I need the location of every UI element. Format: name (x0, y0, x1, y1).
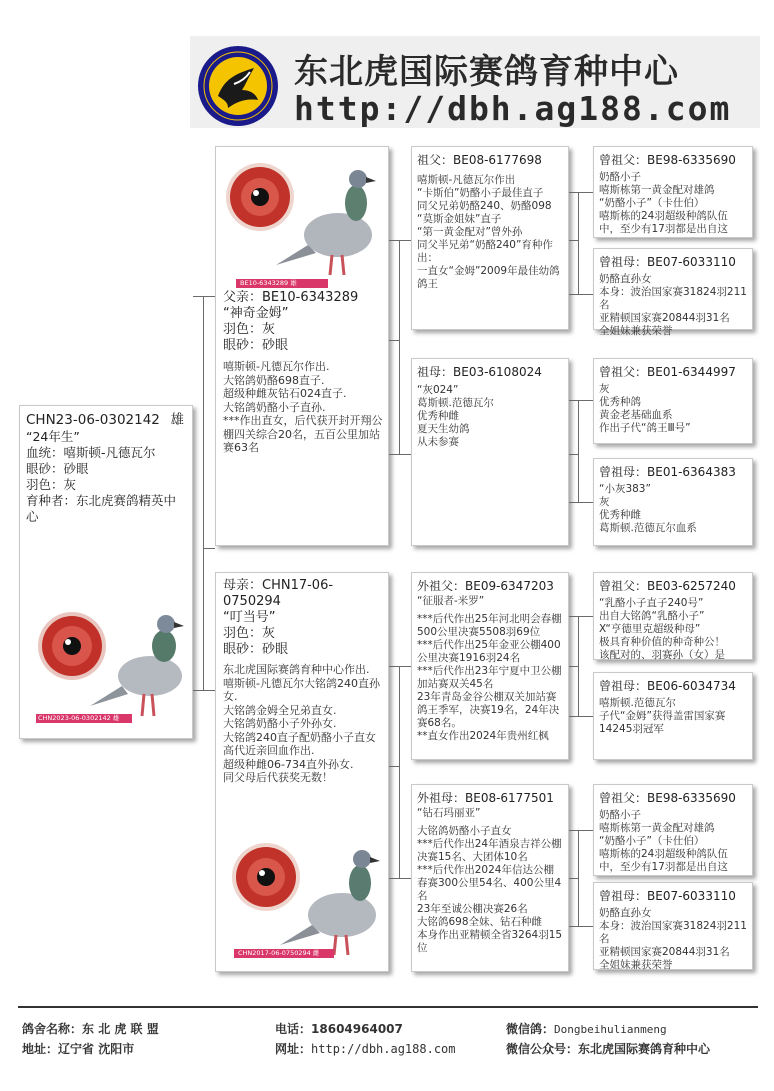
ggp-4-note-3: 极具育种价值的种奇种公！ (599, 636, 725, 648)
gd2-note-0: “钻石玛丽亚” (417, 807, 481, 819)
ggp-0-note-1: 嘻斯栋第一黄金配对雄鸽 (599, 184, 715, 196)
gs1-note-3: “莫斯金姐妹”直子 (417, 213, 502, 225)
ggp-4-note-1: 出自大铭鸽“乳酪小子” (599, 610, 705, 622)
ggp-3-note-3: 葛斯顿.范德瓦尔血系 (599, 522, 697, 534)
dam-color: 羽色：灰 (223, 626, 276, 641)
ggp-0-note-2: “奶酪小子”（卡仕伯） (599, 197, 705, 209)
gd2-note-5: 大铭鸽698全妹、钻石种雌 (417, 916, 543, 928)
footer-wechat (506, 1020, 667, 1037)
connector (203, 548, 215, 549)
grandsire-maternal-card (411, 572, 569, 760)
ggp-7-note-2: 亚精顿国家赛20844羽31名 (599, 946, 730, 958)
connector (569, 400, 593, 401)
footer-address-label: 地址： (22, 1042, 59, 1056)
ggp-3-note-1: 灰 (599, 496, 610, 508)
ggp-2-title: 曾祖父：BE01-6344997 (599, 365, 736, 379)
footer-wechat-public-value: 东北虎国际赛鸽育种中心 (578, 1042, 711, 1056)
ggp-3-note-2: 优秀种雌 (599, 509, 641, 521)
connector (569, 716, 593, 717)
dam-note-6: 同父母后代获奖无数！ (223, 771, 333, 784)
footer-loft (22, 1020, 159, 1037)
connector (569, 192, 593, 193)
connector (569, 878, 579, 879)
subject-line-1: 眼砂：砂眼 (26, 461, 89, 476)
sire-card (215, 146, 389, 546)
ggp-1-note-1: 本身：波治国家赛31824羽211名 (599, 286, 747, 311)
gd2-note-2: ***后代作出24年酒泉吉祥公棚决赛15名、大团体10名 (417, 838, 562, 863)
dam-note-5: 超级种雌06-734直外孙女. (223, 757, 354, 771)
subject-year: “24年生” (26, 429, 80, 444)
ggp-card-1 (593, 248, 753, 337)
ggp-2-note-1: 优秀种鸽 (599, 396, 641, 408)
dam-note-2: 大铭鸽金姆全兄弟直女. (223, 703, 337, 717)
gs2-note-5: **直女作出2024年贵州红枫 (417, 730, 549, 742)
gd1-note-4: 从未参赛 (417, 436, 459, 448)
gd2-note-6: 本身作出亚精顿全省3264羽15位 (417, 929, 563, 954)
gs1-note-6: 一直女“金姆”2009年最佳幼鸽鸽王 (417, 265, 560, 290)
gs1-note-4: “第一黄金配对”曾外孙 (417, 226, 523, 238)
gd2-note-1: 大铭鸽奶酪小子直女 (417, 825, 512, 837)
gs1-title: 祖父：BE08-6177698 (417, 153, 542, 167)
ggp-7-title: 曾祖母：BE07-6033110 (599, 889, 736, 903)
sire-eye: 眼砂：砂眼 (223, 338, 289, 353)
ggp-7-note-3: 全姐妹兼获荣誉 (599, 959, 673, 971)
subject-line-0: 血统：嘻斯顿-凡德瓦尔 (26, 445, 156, 460)
footer-wechat-public-label: 微信公众号： (506, 1042, 579, 1056)
ggp-card-0 (593, 146, 753, 238)
connector (193, 690, 215, 691)
dam-note-1: 嘻斯顿-凡德瓦尔大铭鸽240直孙女. (223, 676, 380, 703)
ggp-6-note-3: 嘻斯栋的24羽超级种鸽队伍中，至少有17羽都是出自这 (599, 848, 728, 873)
connector (389, 240, 411, 241)
connector (569, 502, 593, 503)
ggp-card-7 (593, 882, 753, 970)
ggp-6-note-2: “奶酪小子”（卡仕伯） (599, 835, 705, 847)
ggp-4-note-0: “乳酪小子直子240号” (599, 597, 704, 609)
gs1-note-2: 同父兄弟奶酪240、奶酪098 (417, 200, 552, 212)
subject-sex: 雄 (170, 412, 184, 428)
footer-phone-value: 18604964007 (311, 1022, 403, 1036)
footer-loft-value: 东 北 虎 联 盟 (82, 1022, 159, 1036)
sire-note-1: 大铭鸽奶酪698直子. (223, 373, 325, 387)
gs2-note-1: ***后代作出25年河北明会春棚500公里决赛5508羽69位 (417, 613, 562, 638)
ggp-1-note-0: 奶酪直孙女 (599, 273, 652, 285)
connector (569, 454, 579, 455)
ggp-5-note-0: 嘻斯顿.范德瓦尔 (599, 697, 676, 709)
footer-website[interactable] (275, 1040, 456, 1057)
gd2-title: 外祖母：BE08-6177501 (417, 791, 554, 805)
sire-photo (226, 155, 382, 289)
subject-card (19, 405, 193, 739)
sire-photo-caption: BE10-6343289 雄 (240, 279, 297, 287)
ggp-4-title: 曾祖父：BE03-6257240 (599, 579, 736, 593)
ggp-card-5 (593, 672, 753, 760)
ggp-3-title: 曾祖母：BE01-6364383 (599, 465, 736, 479)
sire-notes (223, 360, 383, 455)
header-url: http://dbh.ag188.com (294, 89, 732, 128)
ggp-0-note-3: 嘻斯栋的24羽超级种鸽队伍中，至少有17羽都是出自这 (599, 210, 728, 235)
granddam-paternal-card (411, 358, 569, 546)
gd2-note-4: 23年至诚公棚决赛26名 (417, 903, 528, 915)
header-title: 东北虎国际赛鸽育种中心 (294, 52, 679, 92)
footer-phone-label: 电话： (275, 1022, 312, 1036)
gs1-note-0: 嘻斯顿-凡德瓦尔作出 (417, 174, 516, 186)
dam-name: “叮当号” (223, 610, 276, 625)
subject-line-2: 羽色：灰 (26, 477, 77, 492)
dam-title: 母亲：CHN17-06-0750294 (223, 578, 334, 609)
subject-ring: CHN23-06-0302142 (26, 412, 160, 428)
connector (389, 878, 411, 879)
ggp-2-note-3: 作出子代“鸽王Ⅲ号” (599, 422, 691, 434)
gd1-note-3: 夏天生幼鸽 (417, 423, 470, 435)
dam-notes (223, 663, 383, 785)
gd1-note-1: 葛斯顿.范德瓦尔 (417, 397, 494, 409)
gs2-title: 外祖父：BE09-6347203 (417, 579, 554, 593)
ggp-1-title: 曾祖母：BE07-6033110 (599, 255, 736, 269)
sire-title: 父亲：BE10-6343289 (223, 290, 359, 305)
pigeon-photo-icon (226, 155, 382, 289)
ggp-card-6 (593, 784, 753, 876)
ggp-6-title: 曾祖父：BE98-6335690 (599, 791, 736, 805)
gs1-note-5: 同父半兄弟“奶酪240”育种作出： (417, 239, 553, 264)
ggp-1-note-2: 亚精顿国家赛20844羽31名 (599, 312, 730, 324)
connector (399, 666, 400, 878)
connector (578, 192, 579, 294)
connector (569, 616, 593, 617)
ggp-0-title: 曾祖父：BE98-6335690 (599, 153, 736, 167)
ggp-4-note-2: X“亨德里克超级种母” (599, 623, 701, 635)
sire-name: “神奇金姆” (223, 306, 289, 321)
ggp-card-4 (593, 572, 753, 660)
sire-note-2: 超级种雌灰钻石024直子. (223, 387, 347, 400)
sire-note-0: 嘻斯顿-凡德瓦尔作出. (223, 360, 330, 373)
footer-loft-label: 鸽舍名称： (22, 1022, 83, 1036)
gs1-note-1: “卡斯伯”奶酪小子最佳直子 (417, 187, 544, 199)
footer-address (22, 1040, 134, 1057)
subject-photo-caption: CHN2023-06-0302142 雄 (38, 714, 120, 722)
gd2-note-3: ***后代作出2024年信达公棚春赛300公里54名、400公里4名 (417, 864, 562, 902)
ggp-7-note-1: 本身：波治国家赛31824羽211名 (599, 920, 747, 945)
connector (193, 296, 215, 297)
dam-card (215, 572, 389, 972)
ggp-card-3 (593, 458, 753, 546)
ggp-4-note-4: 该配对的、羽赛孙（女）是 (599, 649, 725, 661)
granddam-maternal-card (411, 784, 569, 972)
connector (569, 666, 579, 667)
ggp-3-note-0: “小灰383” (599, 483, 651, 495)
ggp-0-note-0: 奶酪小子 (599, 171, 641, 183)
sire-color: 羽色：灰 (223, 322, 276, 337)
gd1-note-2: 优秀种雌 (417, 410, 459, 422)
grandsire-paternal-card (411, 146, 569, 330)
logo (194, 44, 286, 128)
connector (569, 294, 593, 295)
dam-photo (230, 835, 386, 969)
connector (569, 830, 593, 831)
sire-note-4: ***作出直女，后代获开封开翔公棚四关综合20名，五百公里加站赛63名 (223, 414, 383, 454)
ggp-6-note-0: 奶酪小子 (599, 809, 641, 821)
subject-photo (32, 602, 192, 734)
dam-photo-caption: CHN2017-06-0750294 雌 (238, 949, 320, 957)
gd1-note-0: “灰024” (417, 384, 459, 396)
footer-website-label: 网址： (275, 1042, 312, 1056)
footer-website-link[interactable]: http://dbh.ag188.com (311, 1042, 456, 1056)
subject-line-3: 育种者：东北虎赛鸽精英中心 (26, 493, 177, 524)
connector (399, 240, 400, 454)
gs2-note-4: 23年青岛金谷公棚双关加站赛鸽王季军，决赛19名，24年决赛68名。 (417, 691, 560, 729)
footer-wechat-value: Dongbeihulianmeng (554, 1023, 667, 1036)
ggp-7-note-0: 奶酪直孙女 (599, 907, 652, 919)
dam-eye: 眼砂：砂眼 (223, 642, 289, 657)
gs2-note-2: ***后代作出25年金亚公棚400公里决赛1916羽24名 (417, 639, 561, 664)
connector (389, 454, 411, 455)
ggp-card-2 (593, 358, 753, 444)
ggp-5-note-1: 子代“金姆”获得盖雷国家赛14245羽冠军 (599, 710, 726, 735)
ggp-2-note-2: 黄金老基础血系 (599, 409, 673, 421)
connector (569, 926, 593, 927)
dam-note-3: 大铭鸽奶酪小子外孙女. (223, 717, 337, 730)
ggp-6-note-1: 嘻斯栋第一黄金配对雄鸽 (599, 822, 715, 834)
connector (203, 296, 204, 690)
dam-note-4: 大铭鸽240直子配奶酪小子直女高代近亲回血作出. (223, 730, 376, 757)
connector (389, 766, 399, 767)
connector (569, 240, 579, 241)
gs2-note-3: ***后代作出23年宁夏中卫公棚加站赛双关45名 (417, 665, 562, 690)
ggp-1-note-3: 全姐妹兼获荣誉 (599, 325, 673, 337)
connector (578, 400, 579, 502)
gd1-title: 祖母：BE03-6108024 (417, 365, 542, 379)
connector (389, 340, 399, 341)
dam-note-0: 东北虎国际赛鸽育种中心作出. (223, 663, 370, 676)
gs2-note-0: “征服者-米罗” (417, 595, 485, 607)
ggp-5-title: 曾祖母：BE06-6034734 (599, 679, 736, 693)
footer-address-value: 辽宁省 沈阳市 (58, 1042, 135, 1056)
sire-note-3: 大铭鸽奶酪小子直孙. (223, 400, 326, 414)
ggp-2-note-0: 灰 (599, 383, 610, 395)
logo-emblem-icon (194, 44, 286, 128)
footer-wechat-public (506, 1040, 710, 1057)
footer-wechat-label: 微信鸽： (506, 1022, 555, 1036)
footer-phone (275, 1020, 403, 1037)
connector (389, 666, 411, 667)
footer-divider (18, 1006, 758, 1008)
